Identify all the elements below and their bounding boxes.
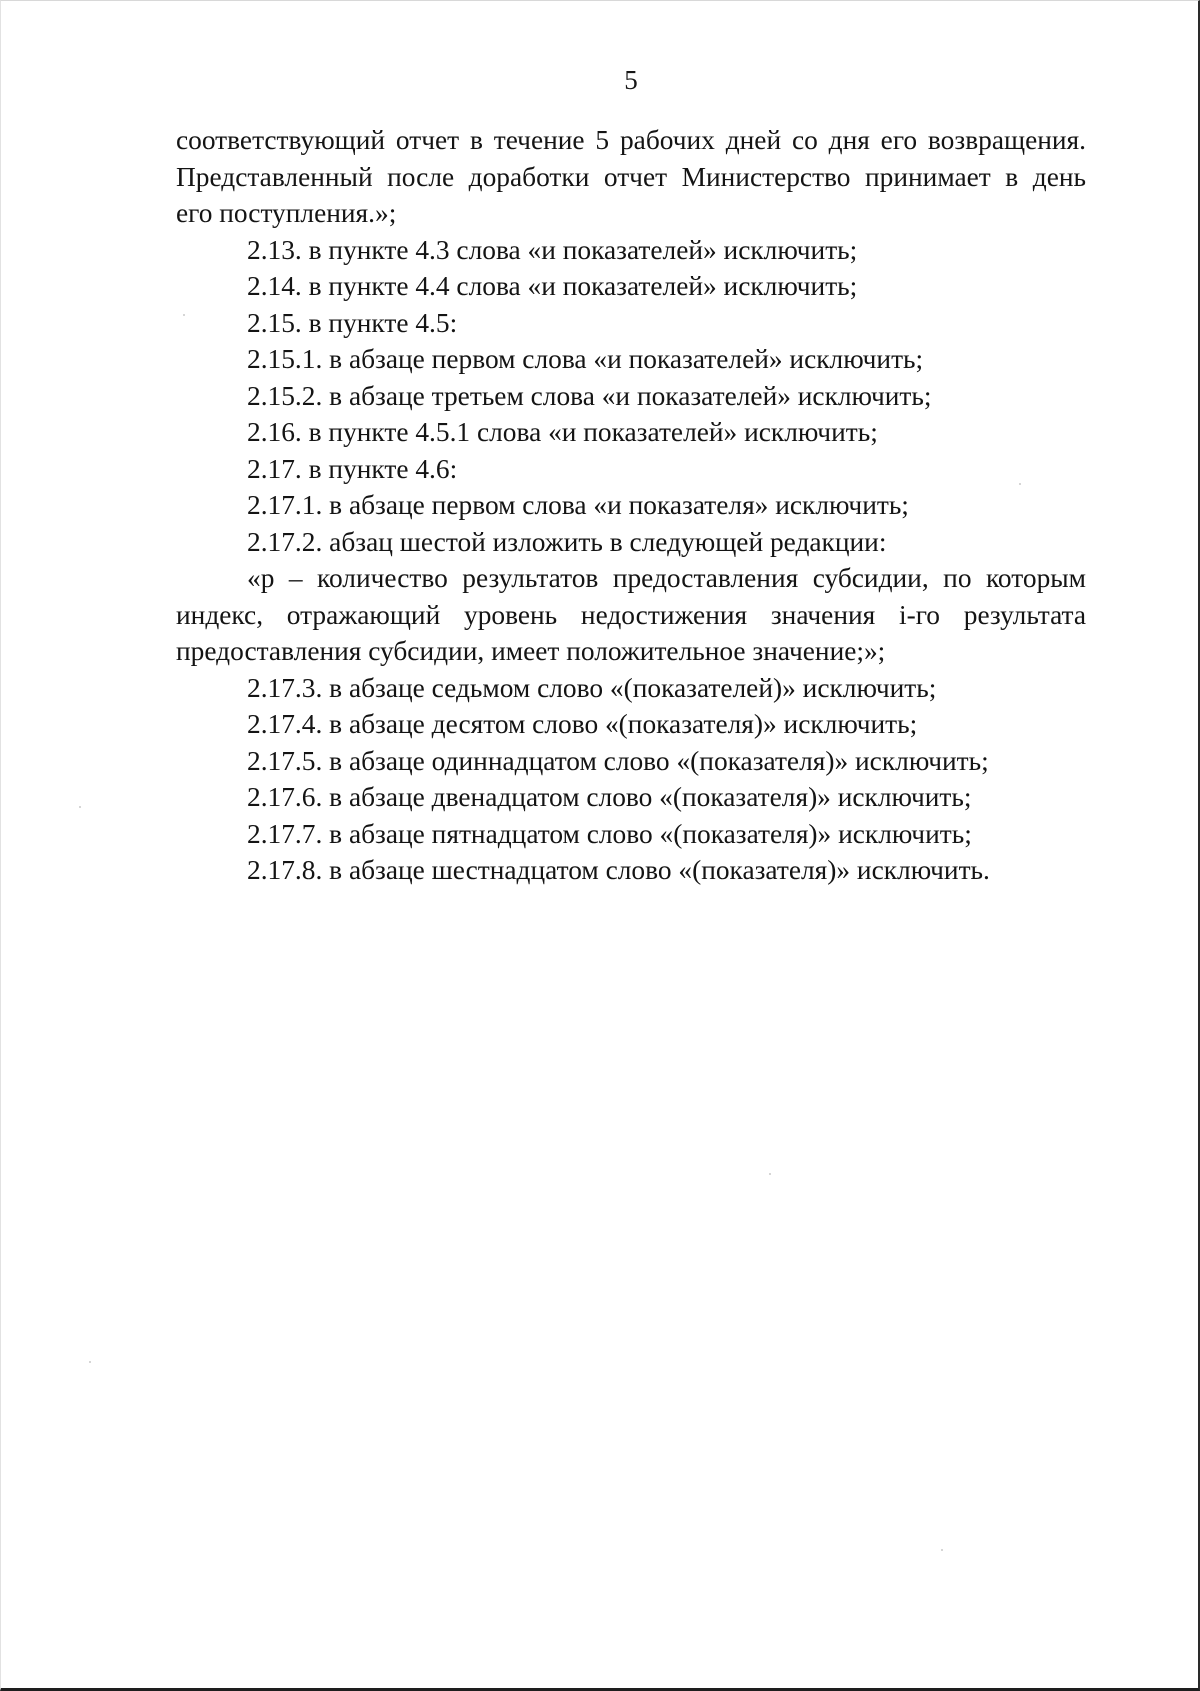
- scan-speck: [769, 1173, 771, 1175]
- scan-speck: [1019, 483, 1021, 485]
- paragraph-opening: [176, 122, 1086, 232]
- item-2-15-2: 2.15.2. в абзаце третьем слова «и показателей» исключить;: [247, 380, 932, 411]
- page-number: 5: [624, 65, 638, 95]
- item-2-17-4: 2.17.4. в абзаце десятом слово «(показателя)» исключить;: [247, 709, 918, 739]
- item-2-14: 2.14. в пункте 4.4 слова «и показателей» исключить;: [247, 271, 858, 301]
- text-line: соответствующий отчет в течение 5 рабочих дней со дня его возвращения.: [176, 125, 1086, 155]
- item-2-13: 2.13. в пункте 4.3 слова «и показателей» исключить;: [247, 234, 858, 265]
- item-2-17-6: 2.17.6. в абзаце двенадцатом слово «(показателя)» исключить;: [247, 782, 972, 812]
- item-2-17-8: 2.17.8. в абзаце шестнадцатом слово «(показателя)» исключить.: [247, 855, 990, 885]
- item-2-17-5: 2.17.5. в абзаце одиннадцатом слово «(показателя)» исключить;: [247, 745, 989, 776]
- scan-speck: [941, 1549, 943, 1551]
- text-line: Представленный после доработки отчет Министерство принимает в день: [176, 161, 1086, 192]
- document-body: [176, 122, 1086, 889]
- text-line: индекс, отражающий уровень недостижения значения i-го результата: [176, 599, 1086, 630]
- item-2-17: 2.17. в пункте 4.6:: [247, 453, 458, 484]
- paragraph-quote: [176, 560, 1086, 670]
- text-line: его поступления.»;: [176, 198, 397, 228]
- item-2-17-1: 2.17.1. в абзаце первом слова «и показателя» исключить;: [247, 490, 909, 520]
- item-2-17-2: 2.17.2. абзац шестой изложить в следующей редакции:: [247, 526, 887, 557]
- item-2-17-3: 2.17.3. в абзаце седьмом слово «(показателей)» исключить;: [247, 672, 937, 703]
- text-line: предоставления субсидии, имеет положительное значение;»;: [176, 636, 886, 666]
- item-2-15-1: 2.15.1. в абзаце первом слова «и показателей» исключить;: [247, 344, 924, 374]
- text-line: «р – количество результатов предоставления субсидии, по которым: [247, 563, 1086, 593]
- item-2-16: 2.16. в пункте 4.5.1 слова «и показателей» исключить;: [247, 417, 878, 447]
- item-2-17-7: 2.17.7. в абзаце пятнадцатом слово «(показателя)» исключить;: [247, 818, 972, 849]
- scan-speck: [89, 1361, 91, 1363]
- item-2-15: 2.15. в пункте 4.5:: [247, 307, 458, 338]
- scan-speck: [79, 806, 81, 808]
- scan-speck: [183, 314, 185, 316]
